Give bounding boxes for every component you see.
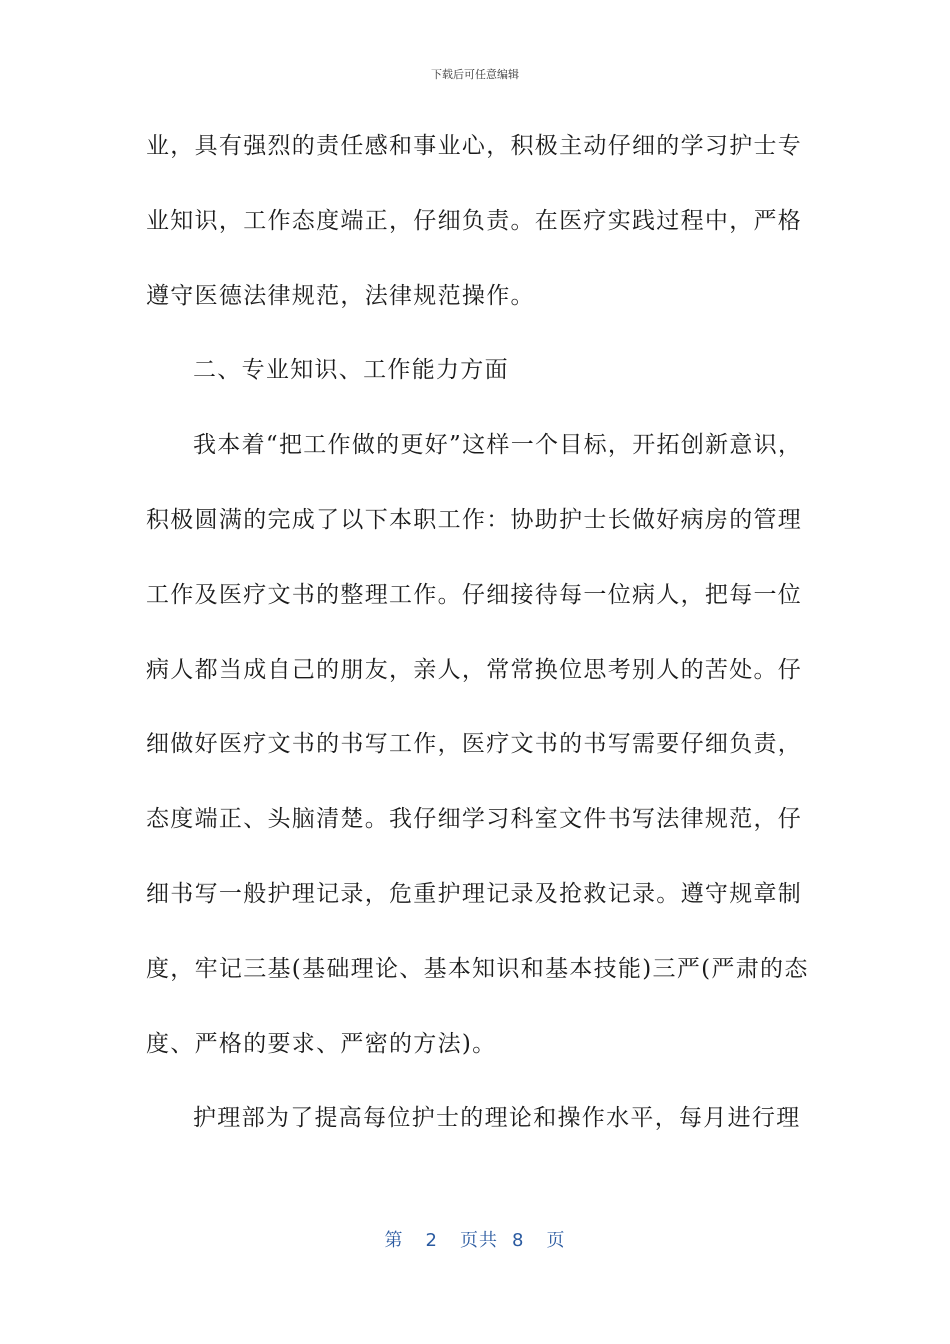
text-line: 度、严格的要求、严密的方法)。 <box>146 1030 497 1057</box>
text-line: 细做好医疗文书的书写工作，医疗文书的书写需要仔细负责， <box>146 731 803 758</box>
paragraph-start-line: 我本着“把工作做的更好”这样一个目标，开拓创新意识， <box>193 432 803 459</box>
footer-page-current: 2 <box>425 1230 438 1251</box>
footer-page-prefix: 第 <box>384 1230 404 1251</box>
text-line: 业，具有强烈的责任感和事业心，积极主动仔细的学习护士专 <box>146 133 803 159</box>
footer-page-suffix: 页 <box>546 1230 566 1251</box>
text-line: 态度端正、头脑清楚。我仔细学习科室文件书写法律规范，仔 <box>146 806 803 833</box>
text-line: 病人都当成自己的朋友，亲人，常常换位思考别人的苦处。仔 <box>146 656 803 683</box>
text-line: 度，牢记三基(基础理论、基本知识和基本技能)三严(严肃的态 <box>146 955 809 982</box>
paragraph-start-line: 护理部为了提高每位护士的理论和操作水平，每月进行理 <box>193 1105 801 1132</box>
text-line: 遵守医德法律规范，法律规范操作。 <box>146 282 535 309</box>
page-header-note: 下载后可任意编辑 <box>431 68 519 81</box>
document-body <box>146 121 809 1168</box>
footer-page-total: 8 <box>512 1230 525 1251</box>
footer-page-middle: 页共 <box>460 1230 498 1251</box>
text-line: 业知识，工作态度端正，仔细负责。在医疗实践过程中，严格 <box>146 207 803 234</box>
section-heading: 二、专业知识、工作能力方面 <box>193 357 509 384</box>
text-line: 工作及医疗文书的整理工作。仔细接待每一位病人，把每一位 <box>146 581 803 608</box>
text-line: 积极圆满的完成了以下本职工作：协助护士长做好病房的管理 <box>146 506 803 533</box>
text-line: 细书写一般护理记录，危重护理记录及抢救记录。遵守规章制 <box>146 880 803 907</box>
page-footer <box>0 1226 950 1252</box>
